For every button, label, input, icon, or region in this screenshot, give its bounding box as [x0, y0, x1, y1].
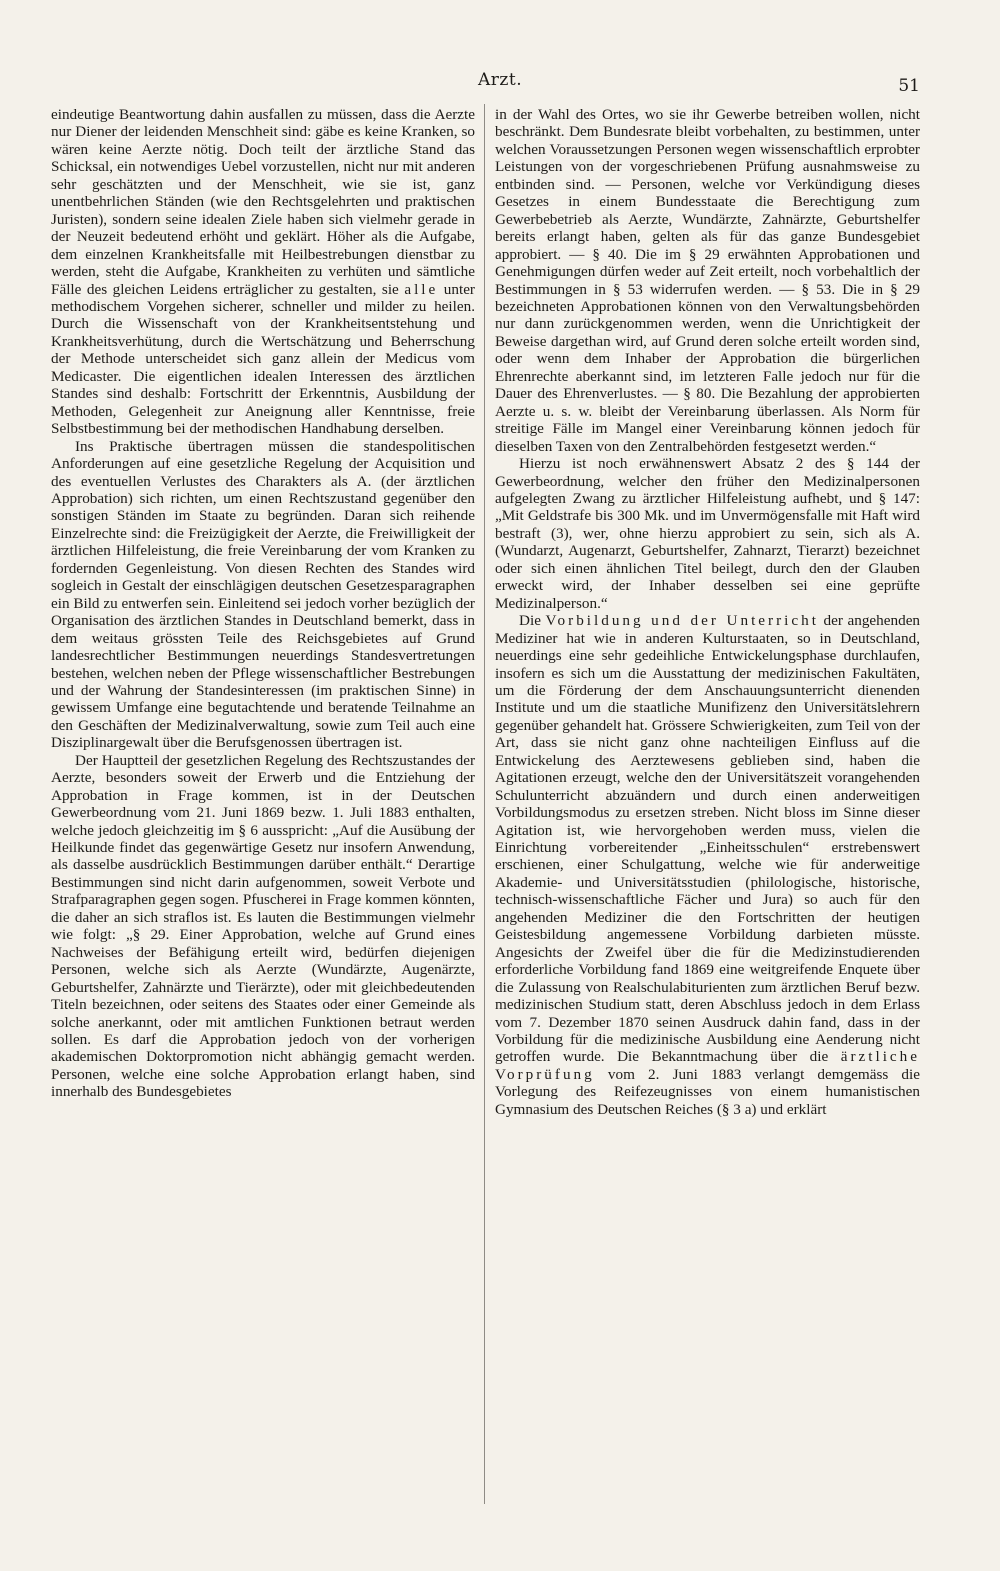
right-paragraph-3-tail: der angehenden Mediziner hat wie in anderen Kulturstaaten, so in Deutschland, neuerdings eine sehr gedeihliche Entwickelungsphase durchlaufen, insofern es sich um die Ausstattung der medizinischen Fakultäten, um die Förderung der dem Anschauungsunterricht dienenden Institute und um die staatliche Munifizenz den Universitätslehrern gegenüber gehandelt hat. Grössere Schwierigkeiten, zum Teil von der Art, dass sie nicht ganz ohne nachteiligen Einfluss auf die Entwickelung des Aerztewesens geblieben sind, haben die Agitationen erzeugt, welche den der Universitätszeit vorangehenden Schulunterricht abzuändern und durch einen anderweitigen Vorbildungsmodus zu ersetzen streben. Nicht bloss im Sinne dieser Agitation ist, wie hervorgehoben werden muss, vielen die Einrichtung vorbereitender „Einheitsschulen“ erstrebenswert erschienen, einer Schulgattung, welche wie für anderweitige Akademie- und Universitätsstudien (philologische, historische, technisch-wissenschaftliche Fächer und Jura) so auch für den angehenden Mediziner die den Fortschritten der heutigen Geistesbildung angemessene Vorbildung darbieten müsste. Angesichts der Zweifel über die für die Medizinstudierenden erforderliche Vorbildung fand 1869 eine weitgreifende Enquete über die Zulassung von Realschulabiturienten zum ärztlichen Beruf bezw. medizinischen Studium statt, deren Abschluss jedoch in dem Erlass vom 7. Dezember 1870 seinen Ausdruck dahin fand, dass in der Vorbildung für die medizinische Ausbildung eine Aenderung nicht getroffen wurde. Die Bekanntmachung über die	[495, 612, 921, 1066]
right-paragraph-2: Hierzu ist noch erwähnenswert Absatz 2 des § 144 der Gewerbeordnung, welcher den früher den Medizinalpersonen aufgelegten Zwang zu ärztlicher Hilfeleistung aufhebt, und § 147: „Mit Geldstrafe bis 300 Mk. und im Unvermögensfalle mit Haft wird bestraft (3), wer, ohne hierzu approbiert zu sein, sich als A. (Wundarzt, Augenarzt, Geburtshelfer, Zahnarzt, Tierarzt) bezeichnet oder sich einen ähnlichen Titel beilegt, durch den der Glauben erweckt wird, der Inhaber desselben sei eine geprüfte Medizinalperson.“	[495, 455, 920, 612]
right-column	[495, 106, 920, 1118]
right-paragraph-3-end: vom 2. Juni 1883 verlangt demgemäss die Vorlegung des Reifezeugnisses von einem humanistischen Gymnasium des Deutschen Reiches (§ 3 a) und erklärt	[495, 1065, 920, 1118]
right-paragraph-3-spaced-2: ärztliche Vorprüfung	[495, 1048, 921, 1083]
left-paragraph-1	[51, 106, 475, 438]
column-divider	[484, 104, 485, 1504]
right-paragraph-3-lead: Die	[519, 612, 541, 630]
left-column	[51, 106, 475, 1101]
left-paragraph-2: Ins Praktische übertragen müssen die standespolitischen Anforderungen auf eine gesetzliche Regelung der Acquisition und des eventuellen Verlustes des Charakters als A. (der ärztlichen Approbation) sich richten, um einen Rechtszustand gegenüber den sonstigen Ständen im Staate zu begründen. Daran sich reihende Einzelrechte sind: die Freizügigkeit der Aerzte, die Freiwilligkeit der ärztlichen Hilfeleistung, die freie Vereinbarung der vom Kranken zu fordernden Gegenleistung. Von diesen Rechten des Standes wird sogleich in Gestalt der einschlägigen deutschen Gesetzesparagraphen ein Bild zu entwerfen sein. Einleitend sei jedoch vorher bezüglich der Organisation des ärztlichen Standes in Deutschland bemerkt, dass in dem weitaus grössten Teile des Reichsgebietes auf Grund landesrechtlicher Bestimmungen neuerdings Standesvertretungen bestehen, welchen neben der Pflege wissenschaftlicher Bestrebungen und der Wahrung der Standesinteressen (im praktischen Sinne) in gewissem Umfange eine begutachtende und beratende Teilnahme an den Geschäften der Medizinalverwaltung, sowie zum Teil auch eine Disziplinargewalt über die Berufsgenossen übertragen ist.	[51, 437, 475, 752]
page-header	[0, 70, 1000, 96]
right-paragraph-3-spaced: Vorbildung und der Unterricht	[545, 612, 819, 630]
right-paragraph-1: in der Wahl des Ortes, wo sie ihr Gewerbe betreiben wollen, nicht beschränkt. Dem Bundesrate bleibt vorbehalten, zu bestimmen, unter welchen Voraussetzungen Personen wegen wissenschaftlich erprobter Leistungen von der vorgeschriebenen Prüfung ausnahmsweise zu entbinden sind. — Personen, welche vor Verkündigung dieses Gesetzes in einem Bundesstaate die Berechtigung zum Gewerbebetrieb als Aerzte, Wundärzte, Zahnärzte, Geburtshelfer bereits erlangt haben, gelten als für das ganze Bundesgebiet approbiert. — § 40. Die im § 29 erwähnten Approbationen und Genehmigungen dürfen weder auf Zeit erteilt, noch vorbehaltlich der Bestimmungen in § 53 widerrufen werden. — § 53. Die in § 29 bezeichneten Approbationen können von den Verwaltungsbehörden nur dann zurückgenommen werden, wenn die Unrichtigkeit der Beweise dargethan wird, auf Grund deren solche erteilt worden sind, oder wenn dem Inhaber der Approbation die bürgerlichen Ehrenrechte aberkannt sind, im letzteren Falle jedoch nur für die Dauer des Ehrenverlustes. — § 80. Die Bezahlung der approbierten Aerzte u. s. w. bleibt der Vereinbarung überlassen. Als Norm für streitige Fälle im Mangel einer Vereinbarung können jedoch für dieselben Taxen von den Zentralbehörden festgesetzt werden.“	[495, 106, 920, 455]
left-paragraph-3: Der Hauptteil der gesetzlichen Regelung des Rechtszustandes der Aerzte, besonders soweit der Erwerb und die Entziehung der Approbation in Frage kommen, ist in der Deutschen Gewerbeordnung vom 21. Juni 1869 bezw. 1. Juli 1883 enthalten, welche jedoch gleichzeitig im § 6 ausspricht: „Auf die Ausübung der Heilkunde findet das gegenwärtige Gesetz nur insofern Anwendung, als dasselbe ausdrücklich Bestimmungen darüber enthält.“ Derartige Bestimmungen sind nicht darin aufgenommen, soweit Verbote und Strafparagraphen gegen sogen. Pfuscherei in Frage kommen könnten, die daher an sich straflos ist. Es lauten die Bestimmungen vielmehr wie folgt: „§ 29. Einer Approbation, welche auf Grund eines Nachweises der Befähigung erteilt wird, bedürfen diejenigen Personen, welche sich als Aerzte (Wundärzte, Augenärzte, Geburtshelfer, Zahnärzte und Tierärzte), oder mit gleichbedeutenden Titeln bezeichnen, oder seitens des Staates oder einer Gemeinde als solche anerkannt, oder mit amtlichen Funktionen betraut werden sollen. Es darf die Approbation jedoch von der vorherigen akademischen Doktorpromotion nicht abhängig gemacht werden. Personen, welche eine solche Approbation erlangt haben, sind innerhalb des Bundesgebietes	[51, 751, 475, 1101]
left-paragraph-1-text: eindeutige Beantwortung dahin ausfallen zu müssen, dass die Aerzte nur Diener der leidenden Menschheit sind: gäbe es keine Kranken, so wären keine Aerzte nötig. Doch teilt der ärztliche Stand das Schicksal, ein notwendiges Uebel vorzustellen, nicht nur mit anderen sehr geschätzten und der Menschheit, wie sie ist, ganz unentbehrlichen Ständen (wie den Rechtsgelehrten und praktischen Juristen), sondern seine idealen Ziele haben sich vielmehr gerade in der Neuzeit bedeutend erhöht und geklärt. Höher als die Aufgabe, dem einzelnen Krankheitsfalle mit Heilbestrebungen dienstbar zu werden, steht die Aufgabe, Krankheiten zu verhüten und sämtliche Fälle des gleichen Leidens erträglicher zu gestalten, sie	[51, 106, 475, 298]
left-paragraph-1-spaced: alle	[404, 280, 439, 298]
page-number: 51	[898, 76, 920, 96]
left-paragraph-1-tail: unter methodischem Vorgehen sicherer, schneller und milder zu heilen. Durch die Wissenschaft von der Krankheitsentstehung und Krankheitsverhütung, durch die Wertschätzung und Beherrschung der Methode unterscheidet sich ganz allein der Medicus vom Medicaster. Die eigentlichen idealen Interessen des ärztlichen Standes sind deshalb: Fortschritt der Erkenntnis, Ausbildung der Methoden, Gelegenheit zur Aneignung aller Kenntnisse, freie Selbstbestimmung bei der methodischen Handhabung derselben.	[51, 280, 475, 438]
running-head: Arzt.	[478, 70, 523, 90]
right-paragraph-3	[495, 612, 920, 1118]
